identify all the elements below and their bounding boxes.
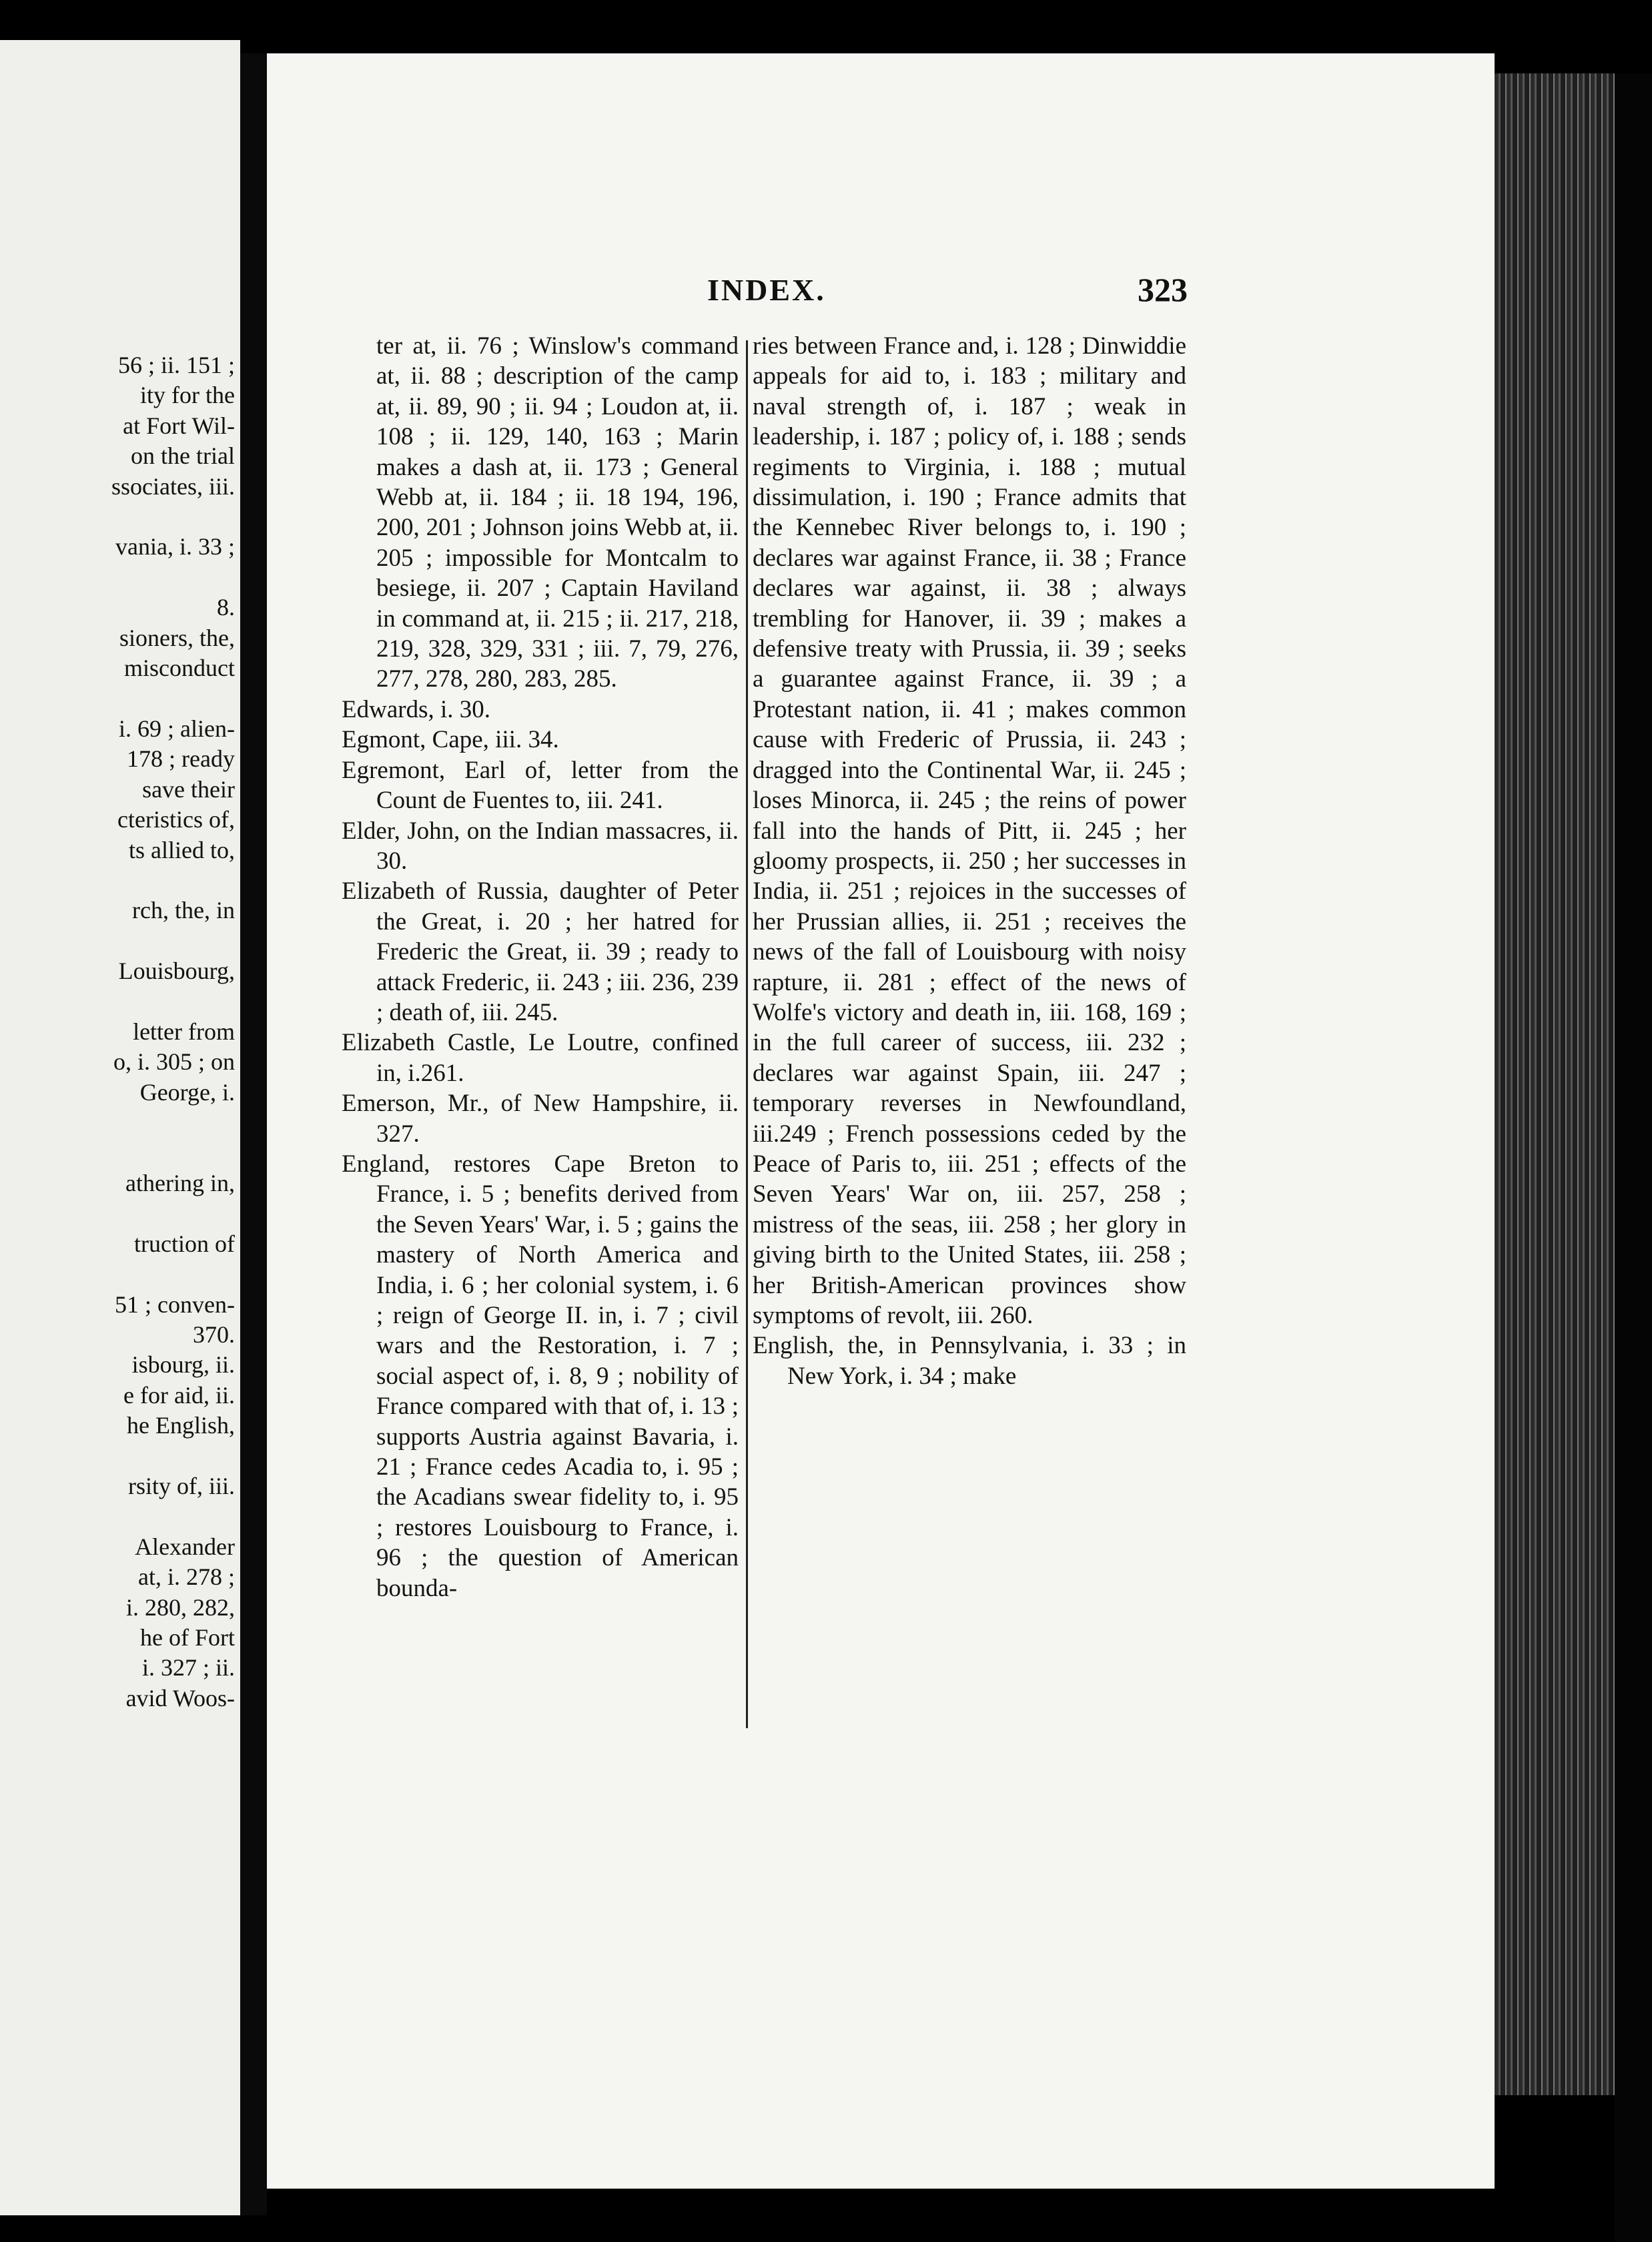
left-page-line: truction of	[134, 1230, 235, 1257]
left-page-line: o, i. 305 ; on	[113, 1048, 235, 1076]
left-page-line	[0, 1501, 235, 1531]
left-page-line: on the trial	[131, 442, 235, 470]
index-entry-continuation: ries between France and, i. 128 ; Dinwiddie appeals for aid to, i. 183 ; military and naval strength of, i. 187 ; weak in leadership, i. 187 ; policy of, i. 188 ; sends regiments to Virginia, i. 188 ; mutual dissimulation, i. 190 ; France admits that the Kennebec River belongs to, i. 190 ; declares war against France, ii. 38 ; France declares war against, ii. 38 ; always trembling for Hanover, ii. 39 ; makes a defensive treaty with Prussia, ii. 39 ; seeks a guarantee against France, ii. 39 ; a Protestant nation, ii. 41 ; makes common cause with Frederic of Prussia, ii. 243 ; dragged into the Continental War, ii. 245 ; loses Minorca, ii. 245 ; the reins of power fall into the hands of Pitt, ii. 245 ; her gloomy prospects, ii. 250 ; her successes in India, ii. 251 ; rejoices in the successes of her Prussian allies, ii. 251 ; receives the news of the fall of Louisbourg with noisy rapture, ii. 281 ; effect of the news of Wolfe's victory and death in, iii. 168, 169 ; in the full career of success, iii. 232 ; declares war against Spain, iii. 247 ; temporary reverses in Newfoundland, iii.249 ; French possessions ceded by the Peace of Paris to, iii. 251 ; effects of the Seven Years' War on, iii. 257, 258 ; mistress of the seas, iii. 258 ; her glory in giving birth to the United States, iii. 258 ; her British-American provinces show symptoms of revolt, iii. 260.	[753, 332, 1186, 1329]
left-page-line: 8.	[217, 594, 235, 621]
left-page-line: Louisbourg,	[118, 958, 235, 985]
book-gutter	[240, 53, 267, 2215]
left-page-line: rsity of, iii.	[128, 1473, 235, 1500]
left-page-line	[0, 1108, 235, 1138]
left-page-line: Alexander	[135, 1533, 235, 1560]
left-page-line	[0, 1138, 235, 1168]
left-page-line: at Fort Wil-	[123, 412, 235, 439]
left-page-line: rch, the, in	[132, 897, 235, 924]
index-entry: Egmont, Cape, iii. 34.	[342, 726, 559, 754]
left-page-line	[0, 1441, 235, 1471]
index-entry: England, restores Cape Breton to France, i. 5 ; benefits derived from the Seven Years' War, i. 5 ; gains the mastery of North America and India, i. 6 ; her colonial system, i. 6 ; reign of George II. in, i. 7 ; civil wars and the Restoration, i. 7 ; social aspect of, i. 8, 9 ; nobility of France compared with that of, i. 13 ; supports Austria against Bavaria, i. 21 ; France cedes Acadia to, i. 95 ; the Acadians swear fidelity to, i. 95 ; restores Louisbourg to France, i. 96 ; the question of American bounda-	[342, 1150, 739, 1602]
left-page-line	[0, 865, 235, 895]
dark-border	[1615, 73, 1652, 2242]
index-entry: Emerson, Mr., of New Hampshire, ii. 327.	[342, 1090, 739, 1148]
left-page-line	[0, 987, 235, 1017]
left-page-line: isbourg, ii.	[131, 1351, 235, 1379]
column-rule	[746, 340, 748, 1728]
left-page-line: cteristics of,	[117, 806, 235, 833]
left-page-line	[0, 563, 235, 593]
index-entry: Elder, John, on the Indian massacres, ii. 30.	[342, 817, 739, 875]
left-page-line: ts allied to,	[129, 836, 235, 863]
left-page-line	[0, 1198, 235, 1228]
left-page-line	[0, 683, 235, 713]
left-page-line: e for aid, ii.	[123, 1381, 235, 1409]
left-page	[0, 40, 240, 2215]
left-page-line: vania, i. 33 ;	[115, 533, 235, 560]
index-column-left	[342, 331, 739, 1603]
page-number: 323	[1138, 271, 1188, 308]
running-head: INDEX.	[707, 273, 826, 307]
left-page-line: 51 ; conven-	[115, 1290, 235, 1318]
left-page-line	[0, 502, 235, 532]
left-page-line: George, i.	[139, 1078, 235, 1106]
left-page-line	[0, 926, 235, 956]
left-page-line: 178 ; ready	[127, 745, 235, 773]
index-column-right	[753, 331, 1186, 1391]
index-entry: Elizabeth Castle, Le Loutre, confined in, i.261.	[342, 1029, 739, 1087]
index-entry-continuation: ter at, ii. 76 ; Winslow's command at, ii. 88 ; description of the camp at, ii. 89, 90 ; ii. 94 ; Loudon at, ii. 108 ; ii. 129, 140, 163 ; Marin makes a dash at, ii. 173 ; General Webb at, ii. 184 ; ii. 18 194, 196, 200, 201 ; Johnson joins Webb at, ii. 205 ; impossible for Montcalm to besiege, ii. 207 ; Captain Haviland in command at, ii. 215 ; ii. 217, 218, 219, 328, 329, 331 ; iii. 7, 79, 276, 277, 278, 280, 283, 285.	[376, 332, 739, 693]
index-entry: Egremont, Earl of, letter from the Count de Fuentes to, iii. 241.	[342, 756, 739, 815]
left-page-line: at, i. 278 ;	[138, 1563, 235, 1591]
left-page-line: 56 ; ii. 151 ;	[117, 352, 235, 378]
left-page-line	[0, 1259, 235, 1289]
left-page-line: i. 69 ; alien-	[119, 715, 235, 742]
index-entry: Elizabeth of Russia, daughter of Peter the Great, i. 20 ; her hatred for Frederic the Great, ii. 39 ; ready to attack Frederic, ii. 243 ; iii. 236, 239 ; death of, iii. 245.	[342, 877, 739, 1026]
index-entry: Edwards, i. 30.	[342, 695, 490, 723]
left-page-line: save their	[142, 775, 235, 803]
index-entry: English, the, in Pennsylvania, i. 33 ; in New York, i. 34 ; make	[753, 1332, 1186, 1390]
left-page-line: i. 280, 282,	[125, 1593, 235, 1621]
left-page-line: sioners, the,	[119, 624, 235, 651]
left-page-line: ssociates, iii.	[111, 472, 235, 500]
left-page-line: i. 327 ; ii.	[141, 1654, 235, 1682]
left-page-line: he of Fort	[140, 1624, 235, 1651]
left-page-line: athering in,	[125, 1169, 235, 1196]
left-page-line: letter from	[133, 1018, 235, 1045]
left-page-line: avid Woos-	[125, 1684, 235, 1712]
left-page-text	[0, 350, 240, 1714]
left-page-line: 370.	[193, 1321, 235, 1348]
left-page-line: he English,	[127, 1412, 235, 1439]
left-page-line: misconduct	[124, 655, 235, 682]
left-page-line: ity for the	[140, 382, 235, 409]
